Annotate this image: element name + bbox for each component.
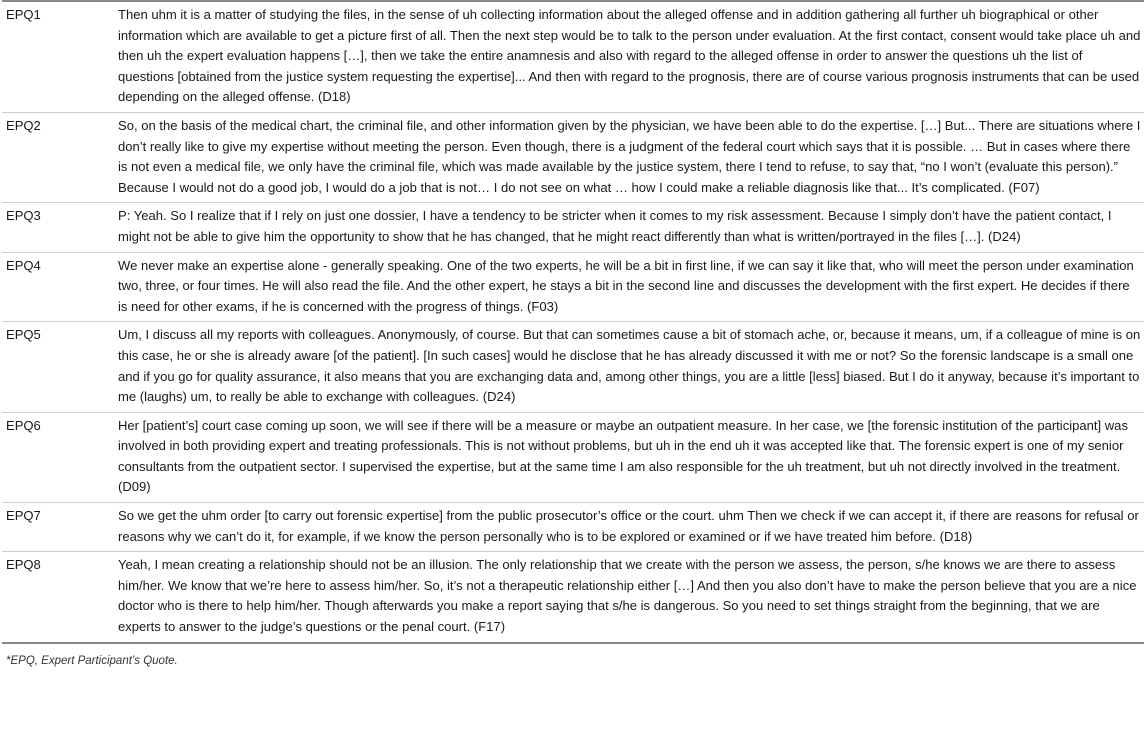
quote-id: EPQ8 (6, 557, 41, 573)
table-footnote: *EPQ, Expert Participant’s Quote. (6, 654, 178, 667)
quote-text: So we get the uhm order [to carry out forensic expertise] from the public prosecutor’s office or the court. uhm Then we check if we can accept it, if there are reasons for refusal or reasons why we can’t do it, for example, if we know the person personally who is to be explored or examined or if we have treated him before. (D18) (118, 508, 1139, 544)
quote-text: Um, I discuss all my reports with colleagues. Anonymously, of course. But that can sometimes cause a bit of stomach ache, or, because it means, um, if a colleague of mine is on this case, he or she is already aware [of the patient]. [In such cases] would he disclose that he has already discussed it with me or not? So the forensic landscape is a small one and if you go for quality assurance, it also means that you are exchanging data and, among other things, you are a little [less] biased. But I do it anyway, because it’s important to me (laughs) um, to really be able to exchange with colleagues. (D24) (118, 327, 1141, 405)
expert-quotes-table (2, 0, 1144, 644)
table-row (2, 552, 1144, 643)
quote-text: Yeah, I mean creating a relationship should not be an illusion. The only relationship that we create with the person we assess, the person, s/he knows we are there to assess him/her. We know that we’re here to assess him/her. So, it’s not a therapeutic relationship either […] And then you also don’t have to make the person believe that you are a nice doctor who is there to help him/her. Though afterwards you make a report saying that s/he is dangerous. So you need to set things straight from the beginning, that we are experts to answer to the judge’s questions or the penal court. (F17) (118, 557, 1137, 635)
table-row (2, 503, 1144, 552)
quote-text: Her [patient’s] court case coming up soon, we will see if there will be a measure or maybe an outpatient measure. In her case, we [the forensic institution of the participant] was involved in both providing expert and treating professionals. This is not without problems, but uh in the end uh it was accepted like that. The forensic expert is one of my senior consultants from the outpatient sector. I supervised the expertise, but at the same time I am also responsible for the uh treatment, but uh not directly involved in the treatment. (D09) (118, 417, 1128, 495)
quote-text: So, on the basis of the medical chart, the criminal file, and other information given by the physician, we have been able to do the expertise. […] But... There are situations where I don’t really like to give my expertise without meeting the person. Even though, there is a judgment of the federal court which says that it is possible. … But in cases where there is not even a medical file, we only have the criminal file, which was made available by the justice system, there I tend to refuse, to say that, “no I won’t (evaluate this person).” Because I would not do a good job, I would do a job that is not… I do not see on what … how I could make a reliable diagnosis like that... It’s complicated. (F07) (118, 117, 1141, 195)
table-row (2, 112, 1144, 202)
table-row (2, 322, 1144, 412)
quote-text: We never make an expertise alone - generally speaking. One of the two experts, he will be a bit in first line, if we can say it like that, who will meet the person under examination two, three, or four times. He will also read the file. And the other expert, he stays a bit in the second line and discusses the development with the first expert. He decides if there is need for other exams, if he is concerned with the progress of things. (F03) (118, 257, 1134, 314)
quote-id: EPQ3 (6, 208, 41, 224)
table-row (2, 203, 1144, 252)
quote-text: Then uhm it is a matter of studying the files, in the sense of uh collecting information about the alleged offense and in addition gathering all further uh biographical or other information which are available to get a picture first of all. Then the next step would be to talk to the person under evaluation. At the first contact, consent would take place uh and then uh the expert evaluation happens […], then we take the entire anamnesis and also with regard to the alleged offense in order to answer the questions uh the list of questions [obtained from the justice system requesting the expertise]... And then with regard to the prognosis, there are of course various prognosis instruments that can be used depending on the alleged offense. (D18) (118, 7, 1141, 105)
table-row (2, 252, 1144, 322)
table-row (2, 1, 1144, 112)
table-row (2, 412, 1144, 502)
quote-id: EPQ5 (6, 327, 41, 343)
quote-text: P: Yeah. So I realize that if I rely on just one dossier, I have a tendency to be stricter when it comes to my risk assessment. Because I simply don’t have the patient contact, I might not be able to give him the opportunity to show that he has changed, that he might react differently than what is written/portrayed in the files […]. (D24) (118, 208, 1112, 244)
quote-id: EPQ7 (6, 508, 41, 524)
quote-id: EPQ1 (6, 7, 41, 22)
quote-id: EPQ4 (6, 257, 41, 273)
quote-id: EPQ2 (6, 117, 41, 133)
quote-id: EPQ6 (6, 417, 41, 433)
